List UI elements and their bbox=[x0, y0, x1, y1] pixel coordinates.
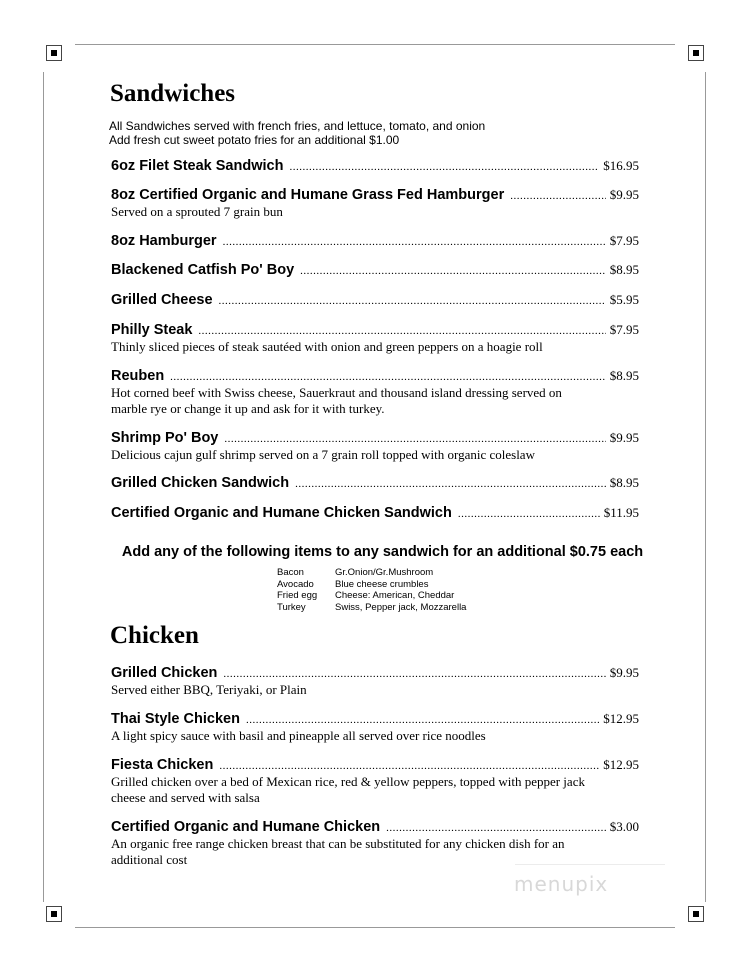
item-price: $3.00 bbox=[609, 819, 639, 834]
addon-row bbox=[277, 590, 466, 602]
addon-right: Blue cheese crumbles bbox=[335, 578, 429, 590]
frame-right-border bbox=[705, 72, 706, 902]
item-name: Thai Style Chicken bbox=[111, 711, 240, 727]
addon-left: Turkey bbox=[277, 601, 306, 613]
addon-right: Gr.Onion/Gr.Mushroom bbox=[335, 567, 434, 578]
item-price: $11.95 bbox=[603, 505, 639, 520]
leader-dots bbox=[289, 161, 599, 173]
frame-top-border bbox=[75, 44, 675, 45]
item-name: Grilled Chicken bbox=[111, 665, 218, 681]
item-price: $9.95 bbox=[609, 187, 639, 202]
addon-left: Bacon bbox=[277, 567, 304, 578]
item-description: Hot corned beef with Swiss cheese, Sauerkraut and thousand island dressing served on bbox=[111, 385, 562, 400]
leader-dots bbox=[300, 265, 606, 277]
menupix-watermark: menupix bbox=[514, 872, 609, 896]
addons-heading: Add any of the following items to any sandwich for an additional $0.75 each bbox=[121, 544, 644, 560]
item-price: $8.95 bbox=[609, 368, 639, 383]
leader-dots bbox=[246, 714, 599, 726]
leader-dots bbox=[295, 478, 606, 490]
item-name: 8oz Hamburger bbox=[111, 233, 217, 249]
corner-marker-top-right bbox=[688, 45, 704, 61]
item-description: Served either BBQ, Teriyaki, or Plain bbox=[111, 682, 307, 697]
leader-dots bbox=[386, 822, 606, 834]
leader-dots bbox=[223, 236, 606, 248]
item-description: Thinly sliced pieces of steak sautéed with onion and green peppers on a hoagie roll bbox=[111, 339, 543, 354]
menu-item-organic-grass-fed-hamburger bbox=[111, 187, 639, 220]
addon-right: Cheese: American, Cheddar bbox=[335, 590, 455, 601]
menu-item-grilled-cheese bbox=[111, 292, 639, 308]
watermark-rule bbox=[515, 864, 665, 865]
item-description: A light spicy sauce with basil and pineapple all served over rice noodles bbox=[111, 728, 486, 743]
item-price: $8.95 bbox=[609, 475, 639, 490]
menu-item-blackened-catfish-po-boy bbox=[111, 262, 639, 278]
item-name: Grilled Chicken Sandwich bbox=[111, 475, 290, 491]
chicken-title: Chicken bbox=[110, 622, 199, 649]
frame-left-border bbox=[43, 72, 44, 902]
item-name: Reuben bbox=[111, 368, 165, 384]
corner-marker-bottom-right bbox=[688, 906, 704, 922]
menu-item-philly-steak bbox=[111, 322, 639, 355]
menu-item-fiesta-chicken bbox=[111, 757, 639, 806]
item-price: $9.95 bbox=[609, 665, 639, 680]
corner-marker-bottom-left bbox=[46, 906, 62, 922]
leader-dots bbox=[223, 668, 605, 680]
item-price: $5.95 bbox=[609, 292, 639, 307]
item-name: 6oz Filet Steak Sandwich bbox=[111, 158, 284, 174]
item-description: An organic free range chicken breast that can be substituted for any chicken dish for an bbox=[111, 836, 565, 851]
menu-item-filet-steak-sandwich bbox=[111, 158, 639, 174]
menu-item-8oz-hamburger bbox=[111, 233, 639, 249]
leader-dots bbox=[458, 508, 600, 520]
item-description: Grilled chicken over a bed of Mexican rice, red & yellow peppers, topped with pepper jack bbox=[111, 774, 585, 789]
addons-list bbox=[277, 567, 466, 613]
menu-item-grilled-chicken-sandwich bbox=[111, 475, 639, 491]
menu-item-organic-humane-chicken bbox=[111, 819, 639, 868]
addon-left: Avocado bbox=[277, 578, 314, 590]
leader-dots bbox=[219, 760, 599, 772]
item-name: 8oz Certified Organic and Humane Grass Fed Hamburger bbox=[111, 187, 505, 203]
leader-dots bbox=[219, 295, 606, 307]
item-price: $16.95 bbox=[603, 158, 639, 173]
addon-right: Swiss, Pepper jack, Mozzarella bbox=[335, 601, 467, 613]
addon-row bbox=[277, 567, 466, 579]
sandwiches-title: Sandwiches bbox=[110, 80, 236, 107]
item-name: Blackened Catfish Po' Boy bbox=[111, 262, 295, 278]
leader-dots bbox=[510, 190, 606, 202]
menu-item-reuben bbox=[111, 368, 639, 417]
item-description: marble rye or change it up and ask for it with turkey. bbox=[111, 401, 385, 416]
sandwiches-note-2: Add fresh cut sweet potato fries for an additional $1.00 bbox=[109, 133, 400, 147]
corner-marker-top-left bbox=[46, 45, 62, 61]
item-name: Certified Organic and Humane Chicken Sandwich bbox=[111, 505, 452, 521]
item-name: Grilled Cheese bbox=[111, 292, 213, 308]
addon-row bbox=[277, 602, 466, 614]
item-name: Shrimp Po' Boy bbox=[111, 430, 219, 446]
addon-row bbox=[277, 579, 466, 591]
item-description: Served on a sprouted 7 grain bun bbox=[111, 204, 283, 219]
leader-dots bbox=[198, 325, 605, 337]
menu-item-thai-style-chicken bbox=[111, 711, 639, 744]
item-name: Philly Steak bbox=[111, 322, 193, 338]
item-price: $12.95 bbox=[603, 757, 639, 772]
item-name: Fiesta Chicken bbox=[111, 757, 214, 773]
item-name: Certified Organic and Humane Chicken bbox=[111, 819, 381, 835]
item-price: $8.95 bbox=[609, 262, 639, 277]
item-price: $7.95 bbox=[609, 233, 639, 248]
menu-item-organic-chicken-sandwich bbox=[111, 505, 639, 521]
item-description: Delicious cajun gulf shrimp served on a 7 grain roll topped with organic coleslaw bbox=[111, 447, 535, 462]
leader-dots bbox=[224, 433, 605, 445]
addon-left: Fried egg bbox=[277, 590, 318, 601]
item-price: $7.95 bbox=[609, 322, 639, 337]
menu-item-grilled-chicken bbox=[111, 665, 639, 698]
frame-bottom-border bbox=[75, 927, 675, 928]
item-price: $12.95 bbox=[603, 711, 639, 726]
menu-item-shrimp-po-boy bbox=[111, 430, 639, 463]
leader-dots bbox=[170, 371, 606, 383]
sandwiches-note-1: All Sandwiches served with french fries, and lettuce, tomato, and onion bbox=[109, 119, 486, 133]
item-description: cheese and served with salsa bbox=[111, 790, 260, 805]
item-description: additional cost bbox=[111, 852, 188, 867]
item-price: $9.95 bbox=[609, 430, 639, 445]
